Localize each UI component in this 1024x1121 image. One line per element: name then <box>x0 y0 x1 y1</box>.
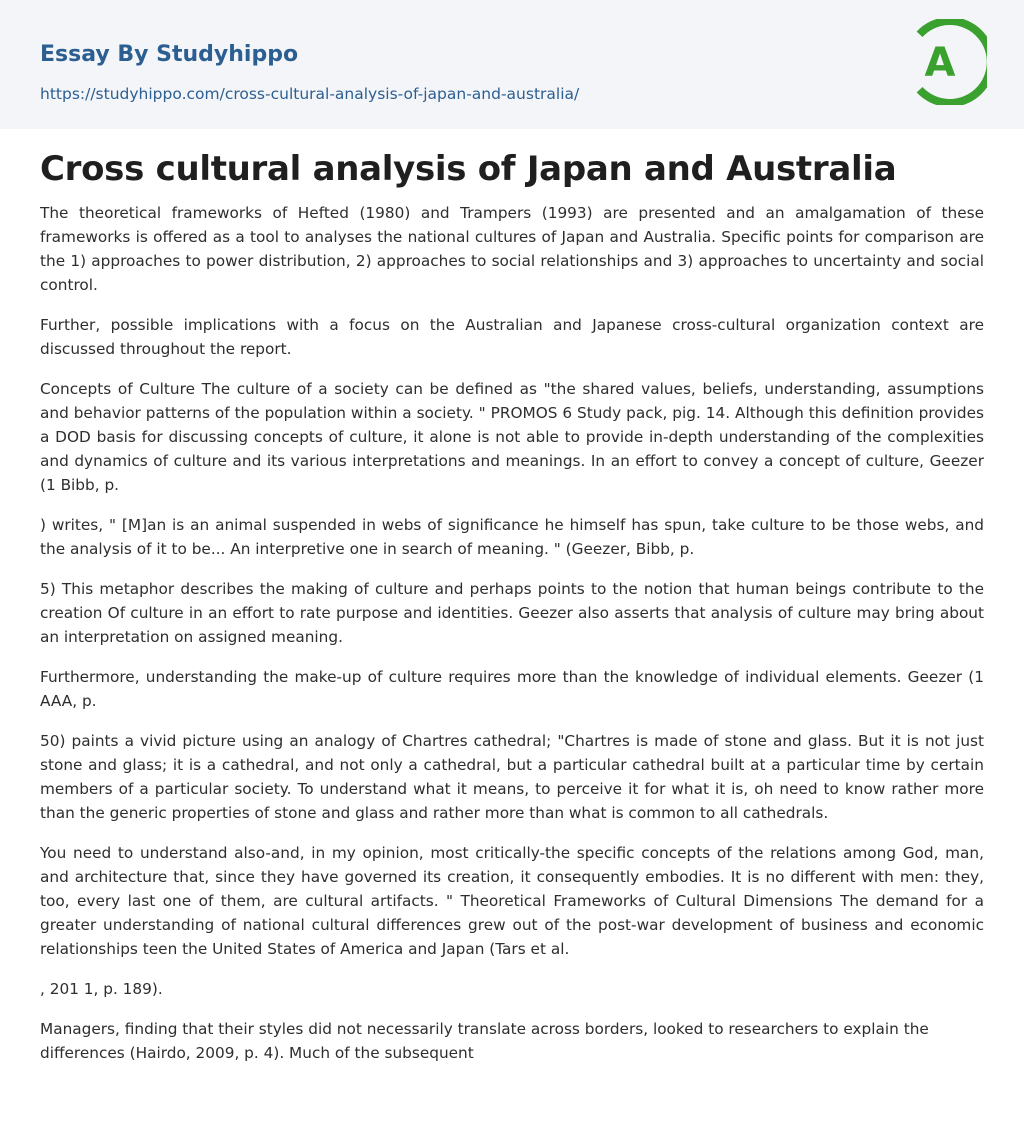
paragraph-9: , 201 1, p. 189). <box>40 980 163 998</box>
paragraph-10: Managers, finding that their styles did not necessarily translate across borders, looked to researchers to explain the differences (Hairdo, 2009, p. 4). Much of the subsequent <box>40 1020 929 1062</box>
paragraph-6: Furthermore, understanding the make-up of culture requires more than the knowledge of individual elements. Geezer (1 AAA, p. <box>40 668 984 710</box>
paragraph-3: Concepts of Culture The culture of a society can be defined as "the shared values, beliefs, understanding, assumptions and behavior patterns of the population within a society. " PROMOS 6 Study pack, pig. 14. Although this definition provides a DOD basis for discussing concepts of culture, it alone is not able to provide in-depth understanding of the complexities and dynamics of culture and its various interpretations and meanings. In an effort to convey a concept of culture, Geezer (1 Bibb, p. <box>40 380 984 494</box>
brand-title[interactable]: Essay By Studyhippo <box>40 42 299 67</box>
paragraph-1: The theoretical frameworks of Hefted (1980) and Trampers (1993) are presented and an amalgamation of these frameworks is offered as a tool to analyses the national cultures of Japan and Australia. Specific points for comparison are the 1) approaches to power distribution, 2) approaches to social relationships and 3) approaches to uncertainty and social control. <box>40 204 984 294</box>
site-header <box>0 0 1024 129</box>
paragraph-2: Further, possible implications with a focus on the Australian and Japanese cross-cultural organization context are discussed throughout the report. <box>40 316 984 358</box>
essay-url-link[interactable]: https://studyhippo.com/cross-cultural-analysis-of-japan-and-australia/ <box>40 85 580 103</box>
paragraph-7: 50) paints a vivid picture using an analogy of Chartres cathedral; "Chartres is made of stone and glass. But it is not just stone and glass; it is a cathedral, and not only a cathedral, but a particular cathedral built at a particular time by certain members of a particular society. To understand what it means, to perceive it for what it is, oh need to know rather more than the generic properties of stone and glass and rather more than what is common to all cathedrals. <box>40 732 984 822</box>
logo-letter: A <box>924 40 956 86</box>
paragraph-5: 5) This metaphor describes the making of culture and perhaps points to the notion that human beings contribute to the creation Of culture in an effort to rate purpose and identities. Geezer also asserts that analysis of culture may bring about an interpretation on assigned meaning. <box>40 580 984 646</box>
essay-title: Cross cultural analysis of Japan and Australia <box>40 149 897 189</box>
essay-content <box>0 129 1024 1065</box>
paragraph-4: ) writes, " [M]an is an animal suspended in webs of significance he himself has spun, take culture to be those webs, and the analysis of it to be... An interpretive one in search of meaning. " (Geezer, Bibb, p. <box>40 516 984 558</box>
paragraph-8: You need to understand also-and, in my opinion, most critically-the specific concepts of the relations among God, man, and architecture that, since they have governed its creation, it consequently embodies. It is no different with men: they, too, every last one of them, are cultural artifacts. " Theoretical Frameworks of Cultural Dimensions The demand for a greater understanding of national cultural differences grew out of the post-war development of business and economic relationships teen the United States of America and Japan (Tars et al. <box>40 844 984 958</box>
studyhippo-logo-icon[interactable] <box>911 19 987 105</box>
